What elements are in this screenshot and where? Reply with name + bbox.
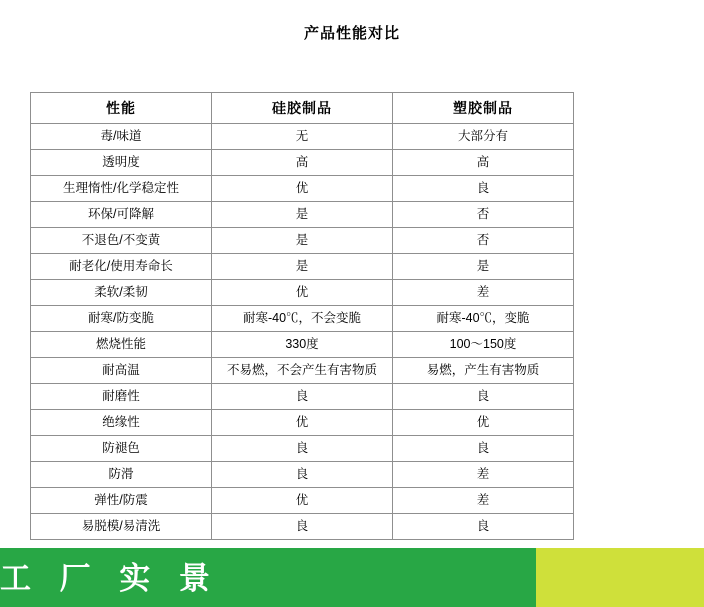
plastic-value: 良 [393, 384, 574, 410]
column-header-silicone: 硅胶制品 [212, 93, 393, 124]
row-label: 易脱模/易清洗 [31, 514, 212, 540]
row-label: 耐高温 [31, 358, 212, 384]
table-row [31, 384, 574, 410]
silicone-value: 优 [212, 488, 393, 514]
table-row [31, 254, 574, 280]
table-row [31, 410, 574, 436]
silicone-value: 无 [212, 124, 393, 150]
plastic-value: 否 [393, 202, 574, 228]
row-label: 防滑 [31, 462, 212, 488]
row-label: 生理惰性/化学稳定性 [31, 176, 212, 202]
footer-accent-block [536, 548, 704, 607]
silicone-value: 耐寒-40℃，不会变脆 [212, 306, 393, 332]
table-row [31, 176, 574, 202]
table-body [31, 124, 574, 540]
row-label: 燃烧性能 [31, 332, 212, 358]
silicone-value: 是 [212, 228, 393, 254]
plastic-value: 是 [393, 254, 574, 280]
silicone-value: 良 [212, 514, 393, 540]
row-label: 柔软/柔韧 [31, 280, 212, 306]
plastic-value: 良 [393, 514, 574, 540]
silicone-value: 高 [212, 150, 393, 176]
plastic-value: 差 [393, 488, 574, 514]
table-row [31, 150, 574, 176]
plastic-value: 差 [393, 462, 574, 488]
plastic-value: 大部分有 [393, 124, 574, 150]
plastic-value: 差 [393, 280, 574, 306]
table-row [31, 202, 574, 228]
silicone-value: 是 [212, 202, 393, 228]
table-row [31, 358, 574, 384]
table-row [31, 124, 574, 150]
row-label: 防褪色 [31, 436, 212, 462]
table-header-row [31, 93, 574, 124]
silicone-value [212, 358, 393, 384]
row-label: 绝缘性 [31, 410, 212, 436]
row-label: 耐寒/防变脆 [31, 306, 212, 332]
plastic-value: 100～150度 [393, 332, 574, 358]
silicone-value: 优 [212, 280, 393, 306]
row-label: 耐老化/使用寿命长 [31, 254, 212, 280]
plastic-value: 耐寒-40℃，变脆 [393, 306, 574, 332]
silicone-value: 优 [212, 176, 393, 202]
silicone-value: 良 [212, 436, 393, 462]
row-label: 不退色/不变黄 [31, 228, 212, 254]
silicone-value: 是 [212, 254, 393, 280]
silicone-value-text: 不易燃，不会产生有害物质 [226, 363, 377, 378]
table-row [31, 228, 574, 254]
table-row [31, 488, 574, 514]
table-row [31, 306, 574, 332]
comparison-table-wrapper [30, 92, 573, 540]
table-row [31, 280, 574, 306]
silicone-value: 330度 [212, 332, 393, 358]
silicone-value: 优 [212, 410, 393, 436]
column-header-plastic: 塑胶制品 [393, 93, 574, 124]
silicone-value: 良 [212, 462, 393, 488]
plastic-value: 否 [393, 228, 574, 254]
plastic-value: 良 [393, 436, 574, 462]
plastic-value: 优 [393, 410, 574, 436]
column-header-property: 性能 [31, 93, 212, 124]
row-label: 环保/可降解 [31, 202, 212, 228]
plastic-value-text: 易燃，产生有害物质 [426, 363, 540, 378]
silicone-value: 良 [212, 384, 393, 410]
row-label: 毒/味道 [31, 124, 212, 150]
table-row [31, 462, 574, 488]
row-label: 透明度 [31, 150, 212, 176]
plastic-value: 良 [393, 176, 574, 202]
page-title: 产品性能对比 [303, 25, 400, 42]
row-label: 弹性/防震 [31, 488, 212, 514]
plastic-value [393, 358, 574, 384]
table-row [31, 514, 574, 540]
plastic-value: 高 [393, 150, 574, 176]
row-label: 耐磨性 [31, 384, 212, 410]
footer-heading: 工 厂 实 景 [0, 561, 220, 596]
table-row [31, 436, 574, 462]
product-comparison-table [30, 92, 574, 540]
table-head [31, 93, 574, 124]
table-row [31, 332, 574, 358]
